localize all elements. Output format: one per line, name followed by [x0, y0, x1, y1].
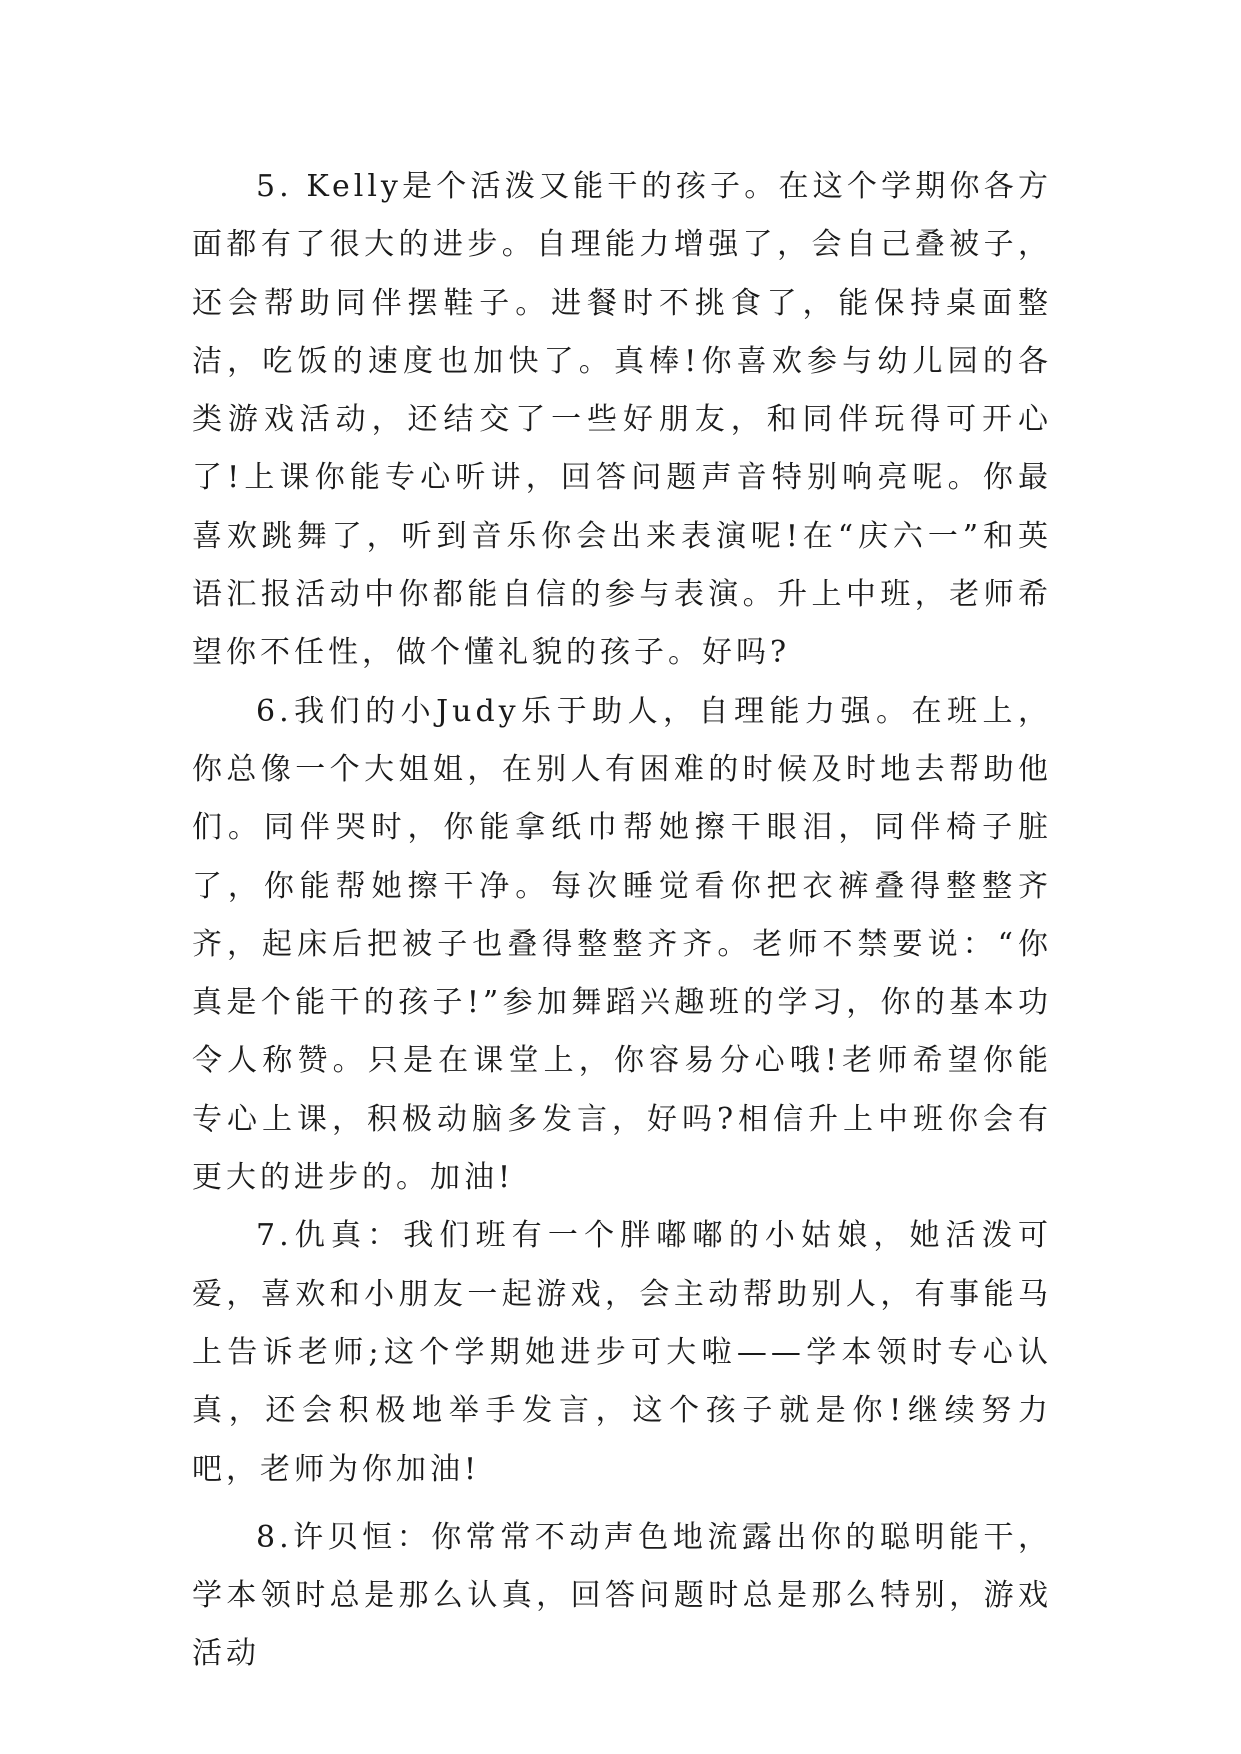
- paragraph-comment-5: 5. Kelly是个活泼又能干的孩子。在这个学期你各方面都有了很大的进步。自理能力增强了，会自己叠被子，还会帮助同伴摆鞋子。进餐时不挑食了，能保持桌面整洁，吃饭的速度也加快了。真棒!你喜欢参与幼儿园的各类游戏活动，还结交了一些好朋友，和同伴玩得可开心了!上课你能专心听讲，回答问题声音特别响亮呢。你最喜欢跳舞了，听到音乐你会出来表演呢!在“庆六一”和英语汇报活动中你都能自信的参与表演。升上中班，老师希望你不任性，做个懂礼貌的孩子。好吗?: [192, 169, 1052, 671]
- paragraph-comment-8: 8.许贝恒：你常常不动声色地流露出你的聪明能干，学本领时总是那么认真，回答问题时总是那么特别，游戏活动: [192, 1519, 1052, 1672]
- document-body: [192, 158, 1052, 1684]
- paragraph-comment-6: 6.我们的小Judy乐于助人，自理能力强。在班上，你总像一个大姐姐，在别人有困难的时候及时地去帮助他们。同伴哭时，你能拿纸巾帮她擦干眼泪，同伴椅子脏了，你能帮她擦干净。每次睡觉看你把衣裤叠得整整齐齐，起床后把被子也叠得整整齐齐。老师不禁要说：“你真是个能干的孩子!”参加舞蹈兴趣班的学习，你的基本功令人称赞。只是在课堂上，你容易分心哦!老师希望你能专心上课，积极动脑多发言，好吗?相信升上中班你会有更大的进步的。加油!: [192, 693, 1052, 1196]
- paragraph-comment-7: 7.仇真：我们班有一个胖嘟嘟的小姑娘，她活泼可爱，喜欢和小朋友一起游戏，会主动帮助别人，有事能马上告诉老师;这个学期她进步可大啦——学本领时专心认真，还会积极地举手发言，这个孩子就是你!继续努力吧，老师为你加油!: [192, 1218, 1052, 1487]
